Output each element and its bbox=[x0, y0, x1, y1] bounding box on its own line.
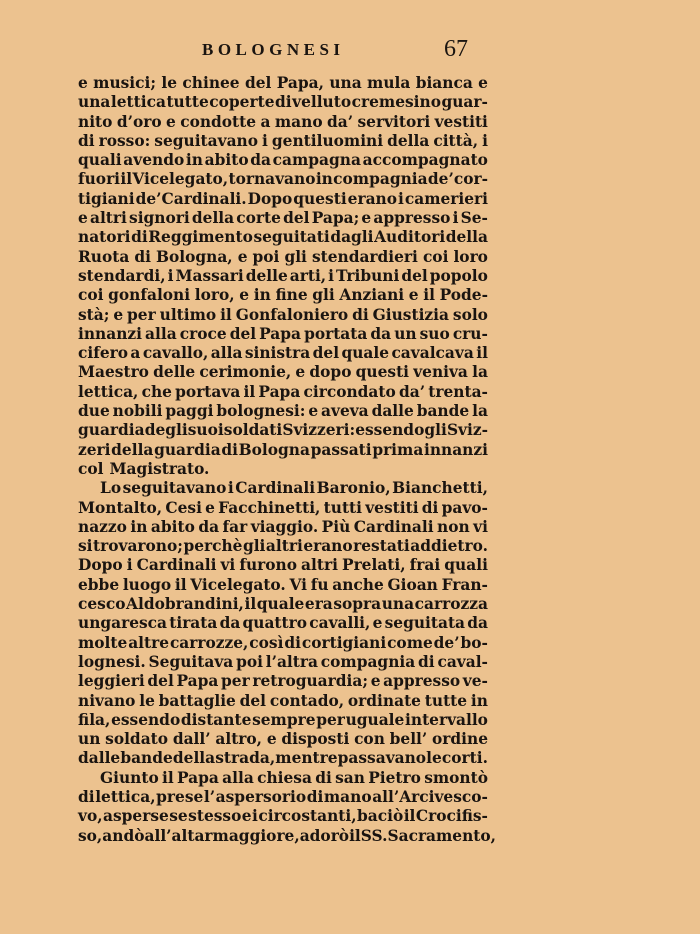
text-line: dalle bande della strada, mentre passavano le corti. bbox=[78, 749, 488, 768]
text-line: di lettica, prese l’ aspersorio di mano all’Arcivesco- bbox=[78, 787, 488, 806]
text-line: Dopo i Cardinali vi furono altri Prelati, frai quali bbox=[78, 556, 488, 575]
page-number: 67 bbox=[444, 36, 468, 62]
text-line: innanzi alla croce del Papa portata da un suo cru- bbox=[78, 324, 488, 343]
text-line: quali avendo in abito da campagna accompagnato bbox=[78, 151, 488, 170]
text-line: nivano le battaglie del contado, ordinate tutte in bbox=[78, 691, 488, 710]
text-line: so, andò all’altar maggiore, adorò il SS. Sacramento, bbox=[78, 826, 497, 845]
text-line: fila, essendo distante sempre per uguale intervallo bbox=[78, 710, 488, 729]
text-line: Maestro delle cerimonie, e dopo questi veniva la bbox=[78, 363, 488, 382]
text-line: e altri signori della corte del Papa; e appresso i Se- bbox=[78, 209, 488, 228]
text-line: nazzo in abito da far viaggio. Più Cardinali non vi bbox=[78, 517, 488, 536]
text-line: leggieri del Papa per retroguardia; e appresso ve- bbox=[78, 672, 488, 691]
text-line: nito d’oro e condotte a mano da’ servitori vestiti bbox=[78, 112, 488, 131]
text-line: una lettica tutte coperte di velluto cremesino guar- bbox=[78, 93, 488, 112]
text-line: e musici; le chinee del Papa, una mula bianca e bbox=[78, 74, 488, 92]
text-line: col Magistrato. bbox=[78, 459, 210, 478]
text-line: tigiani de’Cardinali. Dopo questi erano i camerieri bbox=[78, 189, 488, 208]
body-text bbox=[78, 74, 497, 846]
text-line: molte altre carrozze, così di cortigiani come de’ bo- bbox=[78, 633, 488, 652]
text-line: vo, asperse se stesso e i circostanti, baciò il Crocifis- bbox=[78, 807, 488, 826]
text-line: lettica, che portava il Papa circondato da’ trenta- bbox=[78, 382, 488, 401]
text-line: Ruota di Bologna, e poi gli stendardieri coi loro bbox=[78, 247, 488, 266]
text-line: ebbe luogo il Vicelegato. Vi fu anche Gioan Fran- bbox=[78, 575, 488, 594]
text-line: natori di Reggimento seguitati dagli Auditori della bbox=[78, 228, 488, 247]
text-line: Lo seguitavano i Cardinali Baronio, Bianchetti, bbox=[100, 479, 488, 498]
text-line: stendardi, i Massari delle arti, i Tribuni del popolo bbox=[78, 266, 488, 285]
text-line: zeri della guardia di Bologna passati prima innanzi bbox=[78, 440, 488, 459]
text-line: un soldato dall’ altro, e disposti con bell’ ordine bbox=[78, 730, 488, 749]
text-line: Montalto, Cesi e Facchinetti, tutti vestiti di pavo- bbox=[78, 498, 488, 517]
text-line: ungaresca tirata da quattro cavalli, e seguitata da bbox=[78, 614, 488, 633]
text-line: di rosso: seguitavano i gentiluomini della città, i bbox=[78, 131, 488, 150]
text-line: cesco Aldobrandini, il quale era sopra una carrozza bbox=[78, 595, 488, 614]
text-line: Giunto il Papa alla chiesa di san Pietro smontò bbox=[100, 768, 488, 787]
text-line: due nobili paggi bolognesi: e aveva dalle bande la bbox=[78, 402, 488, 421]
running-title: BOLOGNESI bbox=[202, 40, 345, 59]
text-line: cifero a cavallo, alla sinistra del quale cavalcava il bbox=[78, 344, 488, 363]
text-line: fuori il Vicelegato, tornavano in compagnia de’cor- bbox=[78, 170, 488, 189]
text-line: coi gonfaloni loro, e in fine gli Anziani e il Pode- bbox=[78, 286, 488, 305]
text-line: stà; e per ultimo il Gonfaloniero di Giustizia solo bbox=[78, 305, 488, 324]
text-line: guardia degli suoi soldati Svizzeri: essendo gli Sviz- bbox=[78, 421, 488, 440]
text-line: si trovarono; perchè gli altri erano restati addietro. bbox=[78, 537, 488, 556]
text-line: lognesi. Seguitava poi l’altra compagnia di caval- bbox=[78, 652, 488, 671]
